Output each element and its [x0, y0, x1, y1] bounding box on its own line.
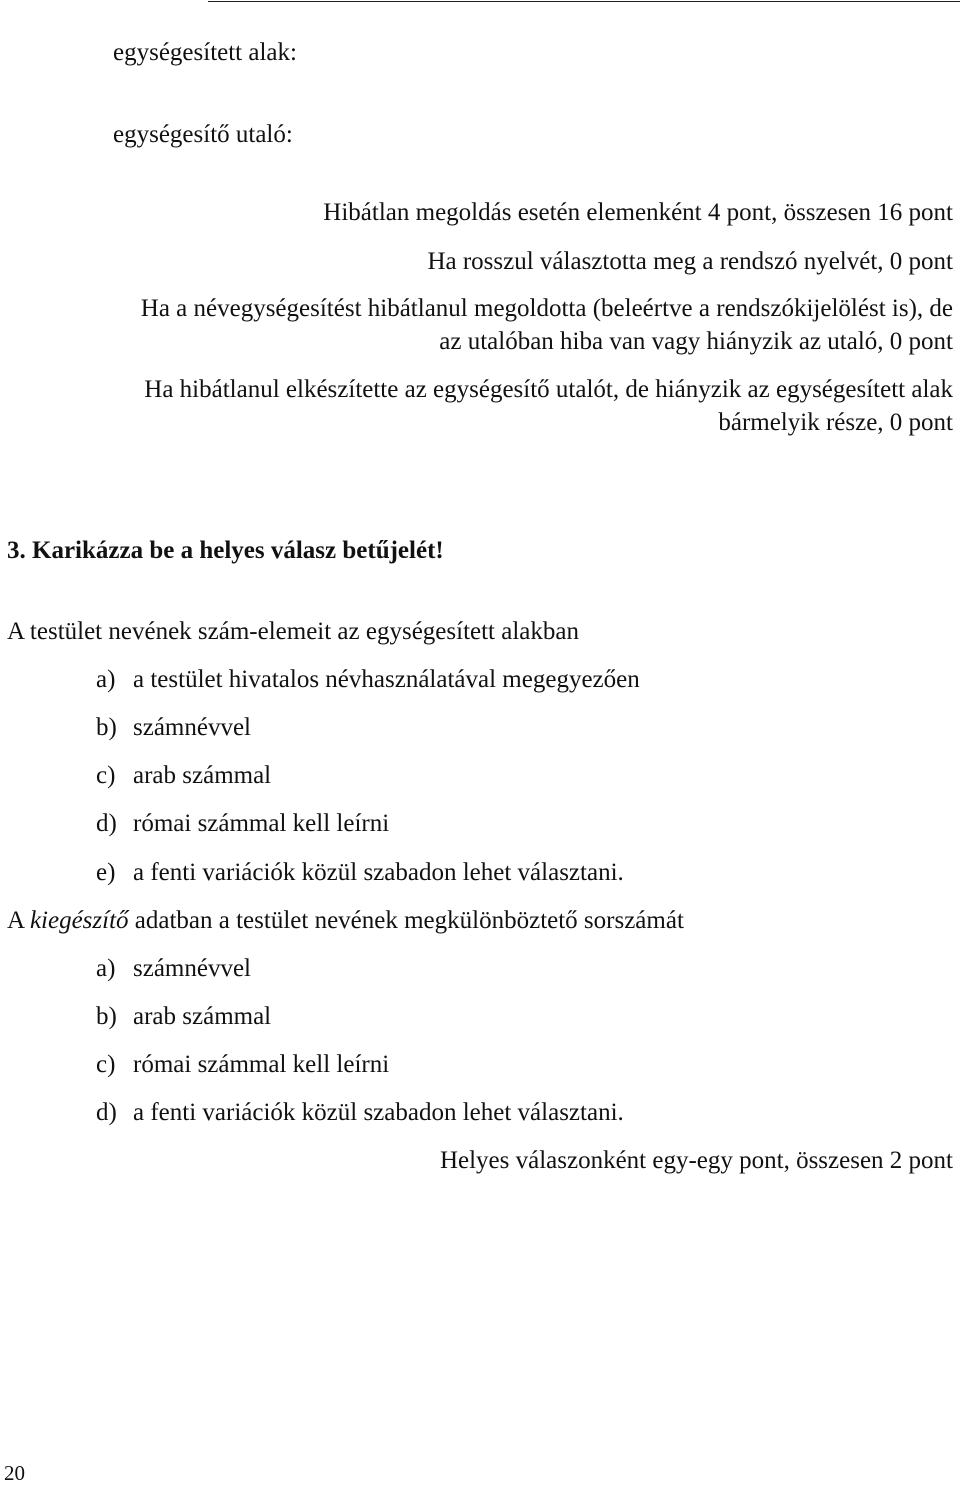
- scoring-line-4a: Ha hibátlanul elkészítette az egységesítő utalót, de hiányzik az egységesített alak: [144, 376, 953, 403]
- scoring-line-4b: bármelyik része, 0 pont: [718, 409, 953, 436]
- question-1-stem: A testület nevének szám-elemeit az egységesített alakban: [7, 618, 579, 645]
- stem-italic-term: kiegészítő: [29, 907, 129, 934]
- unifying-reference-label: egységesítő utaló:: [113, 121, 293, 148]
- q2-option-c[interactable]: [96, 1050, 389, 1080]
- scoring-line-2: Ha rosszul választotta meg a rendszó nyelvét, 0 pont: [427, 248, 953, 275]
- top-rule: [208, 1, 960, 2]
- option-text: a testület hivatalos névhasználatával megegyezően: [133, 666, 640, 693]
- unified-form-label: egységesített alak:: [113, 39, 297, 66]
- option-letter: c): [96, 762, 116, 789]
- scoring-line-1: Hibátlan megoldás esetén elemenként 4 pont, összesen 16 pont: [323, 199, 953, 226]
- q1-option-b[interactable]: [96, 713, 251, 743]
- question-2-stem: [7, 906, 684, 936]
- option-text: a fenti variációk közül szabadon lehet választani.: [133, 859, 624, 886]
- option-text: római számmal kell leírni: [133, 1051, 390, 1078]
- option-text: a fenti variációk közül szabadon lehet választani.: [133, 1099, 624, 1126]
- task3-scoring: Helyes válaszonként egy-egy pont, összesen 2 pont: [439, 1147, 953, 1174]
- option-letter: d): [96, 1099, 117, 1126]
- q1-option-a[interactable]: [96, 665, 640, 695]
- option-text: arab számmal: [133, 1003, 272, 1030]
- q1-option-c[interactable]: [96, 761, 271, 791]
- stem-prefix: A: [7, 907, 30, 934]
- scoring-line-3b: az utalóban hiba van vagy hiányzik az utaló, 0 pont: [439, 328, 953, 355]
- option-letter: b): [96, 714, 117, 741]
- q1-option-d[interactable]: [96, 809, 389, 839]
- page-number: 20: [4, 1461, 25, 1485]
- scoring-line-3a: Ha a névegységesítést hibátlanul megoldotta (beleértve a rendszókijelölést is), de: [140, 295, 953, 322]
- option-letter: b): [96, 1003, 117, 1030]
- q2-option-a[interactable]: [96, 954, 251, 984]
- option-text: római számmal kell leírni: [133, 810, 390, 837]
- option-text: arab számmal: [133, 762, 272, 789]
- option-text: számnévvel: [133, 955, 252, 982]
- q2-option-d[interactable]: [96, 1098, 624, 1128]
- q1-option-e[interactable]: [96, 858, 624, 888]
- stem-suffix: adatban a testület nevének megkülönböztető sorszámát: [128, 907, 684, 934]
- q2-option-b[interactable]: [96, 1002, 271, 1032]
- option-letter: a): [96, 955, 116, 982]
- option-letter: e): [96, 859, 116, 886]
- option-text: számnévvel: [133, 714, 252, 741]
- option-letter: d): [96, 810, 117, 837]
- option-letter: a): [96, 666, 116, 693]
- task-heading: 3. Karikázza be a helyes válasz betűjelét!: [7, 537, 444, 564]
- option-letter: c): [96, 1051, 116, 1078]
